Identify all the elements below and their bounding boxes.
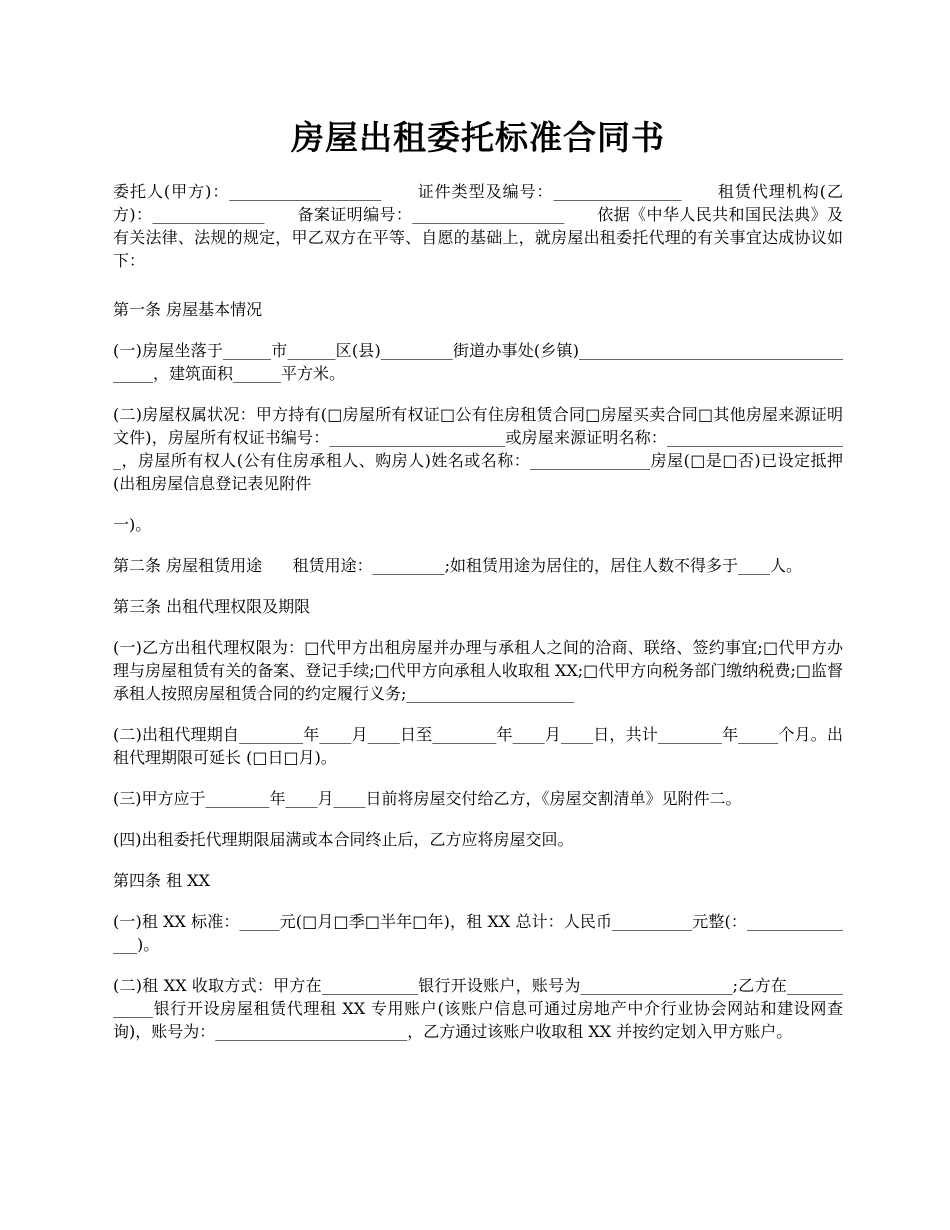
- article3-delivery-paragraph: (三)甲方应于________年____月____日前将房屋交付给乙方，《房屋交割清单》见附件二。: [113, 789, 742, 808]
- document-title: 房屋出租委托标准合同书: [291, 118, 665, 157]
- article3-authority-paragraph: (一)乙方出租代理权限为：□代甲方出租房屋并办理与承租人之间的洽商、联络、签约事宜;□代甲方办理与房屋租赁有关的备案、登记手续;□代甲方向承租人收取租 XX;□代甲方向税务部门缴纳税费;□监督承租人按照房屋租赁合同的约定履行义务;_____________________: [113, 638, 843, 703]
- article1-heading: 第一条 房屋基本情况: [113, 300, 263, 319]
- article3-period-paragraph: (二)出租代理期自________年____月____日至________年____月____日，共计________年_____个月。出租代理期限可延长 (□日□月)。: [113, 725, 843, 767]
- article1-location-paragraph: (一)房屋坐落于______市______区(县)_________街道办事处(乡镇)______________________________________，建筑面积______平方米。: [113, 341, 843, 383]
- article3-return-paragraph: (四)出租委托代理期限届满或本合同终止后，乙方应将房屋交回。: [113, 830, 574, 849]
- contract-page: [113, 0, 843, 1043]
- article4-payment-method-paragraph: (二)租 XX 收取方式：甲方在____________银行开设账户，账号为___________________;乙方在____________银行开设房屋租赁代理租 XX 专用账户(该账户信息可通过房地产中介行业协会网站和建设网查询)，账号为：________________________，乙方通过该账户收取租 XX 并按约定划入甲方账户。: [113, 976, 843, 1041]
- article4-heading: 第四条 租 XX: [113, 871, 210, 890]
- article1-ownership-paragraph: (二)房屋权属状况：甲方持有(□房屋所有权证□公有住房租赁合同□房屋买卖合同□其他房屋来源证明文件)，房屋所有权证书编号：______________________或房屋来源证明名称：_______________________，房屋所有权人(公有住房承租人、购房人)姓名或名称：_______________房屋(□是□否)已设定抵押(出租房屋信息登记表见附件: [113, 405, 843, 493]
- article3-heading: 第三条 出租代理权限及期限: [113, 597, 311, 616]
- article1-ownership-tail: 一)。: [113, 515, 152, 534]
- article2-paragraph: 第二条 房屋租赁用途 租赁用途：_________;如租赁用途为居住的，居住人数不得多于____人。: [113, 556, 802, 575]
- intro-paragraph: 委托人(甲方)：___________________ 证件类型及编号：________________ 租赁代理机构(乙方)：______________ 备案证明编号：___________________ 依据《中华人民共和国民法典》及有关法律、法规的规定，甲乙双方在平等、自愿的基础上，就房屋出租委托代理的有关事宜达成协议如下：: [113, 182, 843, 270]
- article4-rent-standard-paragraph: (一)租 XX 标准：_____元(□月□季□半年□年)，租 XX 总计：人民币__________元整(：_______________)。: [113, 912, 843, 954]
